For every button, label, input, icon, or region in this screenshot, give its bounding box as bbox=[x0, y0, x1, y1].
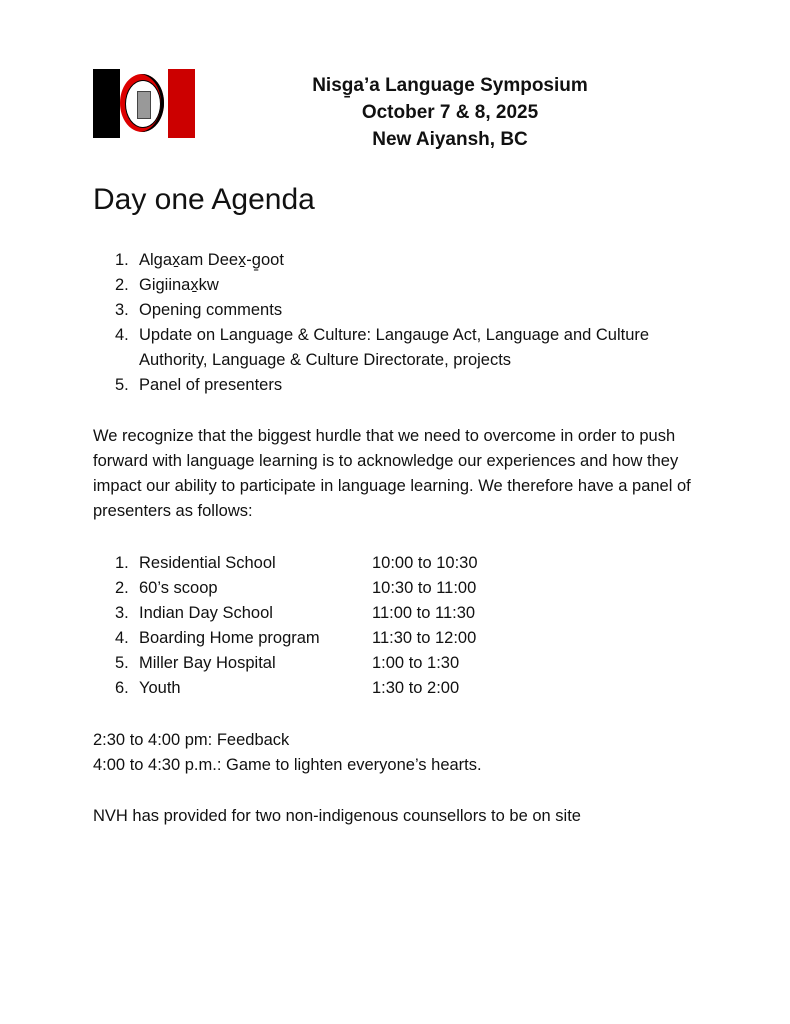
panel-schedule bbox=[115, 551, 478, 701]
item-time: 11:30 to 12:00 bbox=[372, 629, 477, 647]
event-header bbox=[280, 72, 620, 153]
item-text: Miller Bay Hospital bbox=[139, 654, 276, 672]
intro-paragraph: We recognize that the biggest hurdle that we need to overcome in order to push forward with language learning is to acknowledge our experiences and how they impact our ability to participate in language learning. We therefore have a panel of presenters as follows: bbox=[93, 427, 691, 520]
item-number: 1. bbox=[115, 251, 129, 269]
schedule-row bbox=[115, 551, 478, 576]
item-time: 10:30 to 11:00 bbox=[372, 579, 477, 597]
item-text: Panel of presenters bbox=[139, 376, 283, 394]
schedule-row bbox=[115, 651, 478, 676]
item-number: 3. bbox=[115, 604, 129, 622]
item-number: 2. bbox=[115, 579, 129, 597]
page-title: Day one Agenda bbox=[93, 183, 315, 216]
item-text: Gigiinax̱kw bbox=[139, 276, 219, 294]
schedule-row bbox=[115, 626, 478, 651]
counsellor-note: NVH has provided for two non-indigenous counsellors to be on site bbox=[93, 807, 581, 825]
item-text: Indian Day School bbox=[139, 604, 273, 622]
item-number: 3. bbox=[115, 301, 129, 319]
item-text: Boarding Home program bbox=[139, 629, 320, 647]
item-number: 5. bbox=[115, 376, 129, 394]
list-item bbox=[115, 373, 659, 398]
item-number: 5. bbox=[115, 654, 129, 672]
item-number: 4. bbox=[115, 629, 129, 647]
game-line: 4:00 to 4:30 p.m.: Game to lighten everyone’s hearts. bbox=[93, 756, 482, 774]
item-number: 2. bbox=[115, 276, 129, 294]
list-item bbox=[115, 248, 659, 273]
event-dates: October 7 & 8, 2025 bbox=[361, 102, 539, 123]
item-time: 1:30 to 2:00 bbox=[372, 679, 460, 697]
nisgaa-logo bbox=[93, 69, 195, 138]
item-text: Opening comments bbox=[139, 301, 283, 319]
agenda-list bbox=[115, 248, 659, 398]
item-text: Residential School bbox=[139, 554, 276, 572]
list-item bbox=[115, 298, 659, 323]
item-number: 6. bbox=[115, 679, 129, 697]
item-time: 10:00 to 10:30 bbox=[372, 554, 478, 572]
schedule-row bbox=[115, 576, 478, 601]
feedback-line: 2:30 to 4:00 pm: Feedback bbox=[93, 731, 290, 749]
schedule-row bbox=[115, 676, 478, 701]
event-name: Nisg̱a’a Language Symposium bbox=[312, 75, 588, 96]
item-text: Youth bbox=[139, 679, 181, 697]
afternoon-schedule bbox=[93, 728, 693, 778]
item-time: 1:00 to 1:30 bbox=[372, 654, 460, 672]
item-time: 11:00 to 11:30 bbox=[372, 604, 476, 622]
item-number: 1. bbox=[115, 554, 129, 572]
schedule-row bbox=[115, 601, 478, 626]
list-item bbox=[115, 323, 659, 373]
item-text: Update on Language & Culture: Langauge Act, Language and Culture Authority, Language & Culture Directorate, projects bbox=[139, 326, 650, 369]
item-text: 60’s scoop bbox=[139, 579, 218, 597]
item-number: 4. bbox=[115, 326, 129, 344]
list-item bbox=[115, 273, 659, 298]
event-location: New Aiyansh, BC bbox=[372, 129, 528, 150]
item-text: Algax̱am Deex̱-g̱oot bbox=[139, 251, 284, 269]
